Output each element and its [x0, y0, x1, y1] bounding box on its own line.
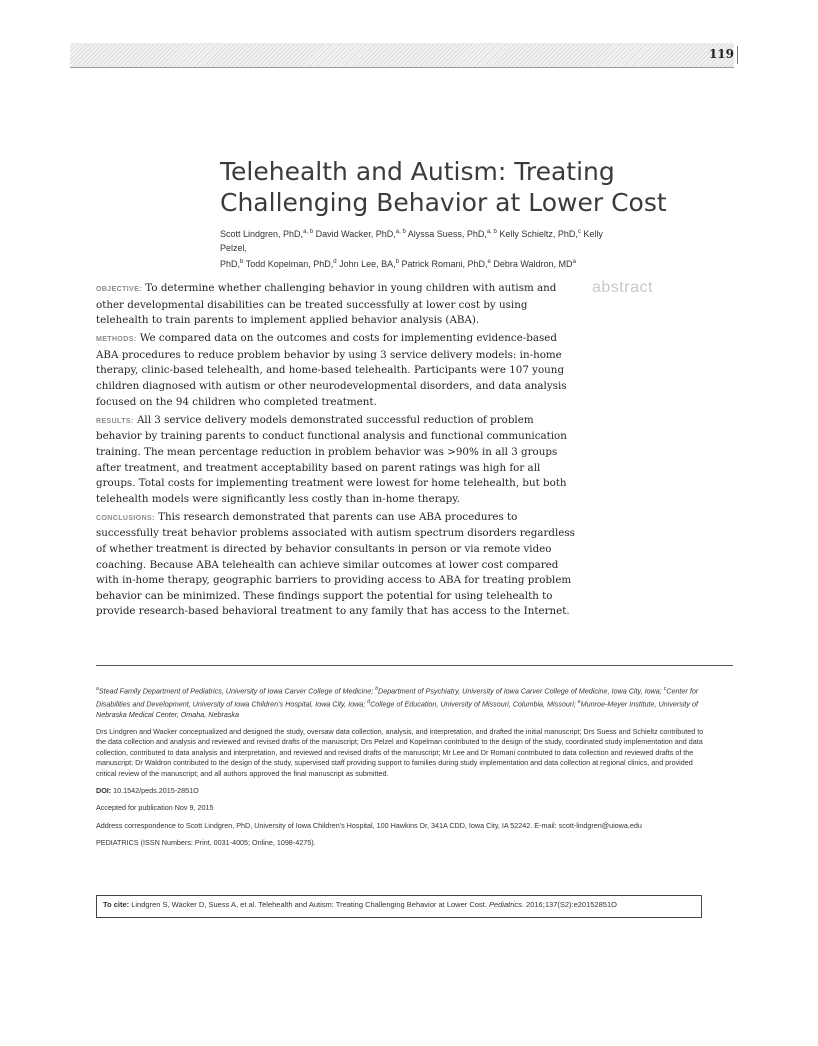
conclusions-text: This research demonstrated that parents can use ABA procedures to successfully treat behavior problems associated with autism spectrum disorders regardless of whether treatment is directed by behavior consultants in person or via remote video coaching. Because ABA telehealth can achieve similar outcomes at lower cost compared with in-home therapy, geographic barriers to providing access to ABA for treating problem behavior can be minimized. These findings support the potential for using telehealth to provide research-based behavioral treatment to any family that has access to the Internet. [96, 510, 575, 618]
affiliation-text: Stead Family Department of Pediatrics, University of Iowa Carver College of Medicine; [98, 686, 376, 696]
footnote-divider [96, 665, 733, 666]
author-affiliation-mark: a, b [303, 229, 314, 235]
author-line-1 [220, 225, 620, 255]
citation-issue: 2016;137(S2):e20152851O [526, 900, 617, 909]
author-list [220, 225, 620, 271]
doi-value: 10.1542/peds.2015-2851O [113, 786, 199, 796]
author-name: Patrick Romani, PhD, [398, 259, 488, 269]
header-rule [70, 67, 734, 68]
abstract-section-label: abstract [592, 279, 653, 296]
abstract-objective [96, 281, 582, 329]
objective-text: To determine whether challenging behavior in young children with autism and other developmental disabilities can be treated successfully at lower cost by using telehealth to train parents to implement applied behavior analysis (ABA). [96, 282, 557, 327]
abstract-methods [96, 331, 582, 410]
citation-text: Lindgren S, Wacker D, Suess A, et al. Telehealth and Autism: Treating Challenging Behavior at Lower Cost. [131, 900, 487, 909]
author-name: Kelly Pelzel, [220, 229, 603, 253]
author-name: Debra Waldron, MD [490, 259, 573, 269]
author-affiliation-mark: d [333, 259, 337, 265]
author-affiliation-mark: a, b [486, 229, 497, 235]
author-name: Alyssa Suess, PhD, [405, 229, 487, 239]
affiliations [96, 684, 706, 720]
author-affiliation-mark: b [395, 259, 399, 265]
issn-line: PEDIATRICS (ISSN Numbers: Print, 0031-4005; Online, 1098-4275). [96, 838, 316, 848]
doi-label: DOI: [96, 786, 112, 796]
article-title: Telehealth and Autism: Treating Challenging Behavior at Lower Cost [220, 157, 667, 217]
author-name: Todd Kopelman, PhD, [243, 259, 334, 269]
affiliation-text: Department of Psychiatry, University of Iowa Carver College of Medicine, Iowa City, Iowa; [378, 686, 664, 696]
author-affiliation-mark: c [577, 229, 581, 235]
objective-heading: OBJECTIVE: [96, 286, 143, 293]
affiliation-mark: e [577, 698, 581, 705]
author-contributions: Drs Lindgren and Wacker conceptualized and designed the study, oversaw data collection, analysis, and interpretation, and drafted the initial manuscript; Drs Suess and Schieltz contributed to the data collection and analysis and reviewed and revised drafts of the manuscript; Drs Pelzel and Kopelman contributed to the design of the study, coordinated study implementation and data collection, contributed to data analysis and interpretation, and reviewed and revised drafts of the manuscript; Mr Lee and Dr Romani contributed to data collection and reviewed drafts of the manuscript; Dr Waldron contributed to the design of the study, supervised staff providing support to families during study implementation and data collection at regional clinics, and provided critical review of the manuscript; and all authors approved the final manuscript as submitted. [96, 727, 704, 778]
author-line-2 [220, 255, 620, 271]
author-name: Scott Lindgren, PhD, [220, 229, 304, 239]
author-name: Kelly Schieltz, PhD, [496, 229, 578, 239]
affiliation-mark: d [367, 698, 371, 705]
methods-heading: METHODS: [96, 336, 137, 344]
author-affiliation-mark: b [240, 259, 244, 265]
affiliation-mark: a [96, 686, 99, 692]
page-number: 119 [708, 47, 734, 61]
doi-line [96, 786, 706, 796]
author-name: PhD, [220, 259, 241, 269]
abstract-results [96, 413, 582, 508]
affiliation-text: Munroe-Meyer Institute, University of Nebraska Medical Center, Omaha, Nebraska [96, 699, 699, 719]
page-number-divider [737, 46, 738, 64]
accepted-date: Accepted for publication Nov 9, 2015 [96, 803, 214, 813]
author-name: David Wacker, PhD, [313, 229, 396, 239]
correspondence: Address correspondence to Scott Lindgren, PhD, University of Iowa Children's Hospital, 100 Hawkins Dr, 341A CDD, Iowa City, IA 52242. E-mail: scott-lindgren@uiowa.edu [96, 820, 642, 830]
affiliation-text: Center for Disabilities and Development, University of Iowa Children's Hospital, Iowa City, Iowa; [96, 686, 699, 709]
affiliation-mark: c [663, 686, 667, 692]
citation-journal: Pediatrics. [488, 900, 524, 909]
author-affiliation-mark: e [487, 259, 491, 265]
affiliation-mark: b [375, 686, 378, 692]
abstract [96, 281, 582, 622]
abstract-conclusions [96, 510, 582, 620]
header-band [70, 43, 734, 67]
results-heading: RESULTS: [96, 417, 134, 425]
affiliation-text: College of Education, University of Missouri, Columbia, Missouri; [370, 699, 578, 709]
citation-label: To cite: [103, 900, 130, 909]
methods-text: We compared data on the outcomes and costs for implementing evidence-based ABA procedures to reduce problem behavior by using 3 service delivery models: in-home therapy, clinic-based telehealth, and home-based telehealth. Participants were 107 young children diagnosed with autism or other neurodevelopmental disorders, and data analysis focused on the 94 children who completed treatment. [96, 332, 567, 408]
footnotes [96, 684, 706, 856]
conclusions-heading: CONCLUSIONS: [96, 514, 155, 522]
citation-box [96, 895, 702, 918]
author-affiliation-mark: a, b [395, 229, 406, 235]
results-text: All 3 service delivery models demonstrated successful reduction of problem behavior by training parents to conduct functional analysis and functional communication training. The mean percentage reduction in problem behavior was >90% in all 3 groups after treatment, and treatment acceptability based on parent ratings was high for all groups. Total costs for implementing treatment were lowest for home telehealth, but both telehealth models were significantly less costly than in-home therapy. [96, 413, 567, 505]
author-affiliation-mark: a [572, 259, 576, 265]
author-name: John Lee, BA, [336, 259, 396, 269]
